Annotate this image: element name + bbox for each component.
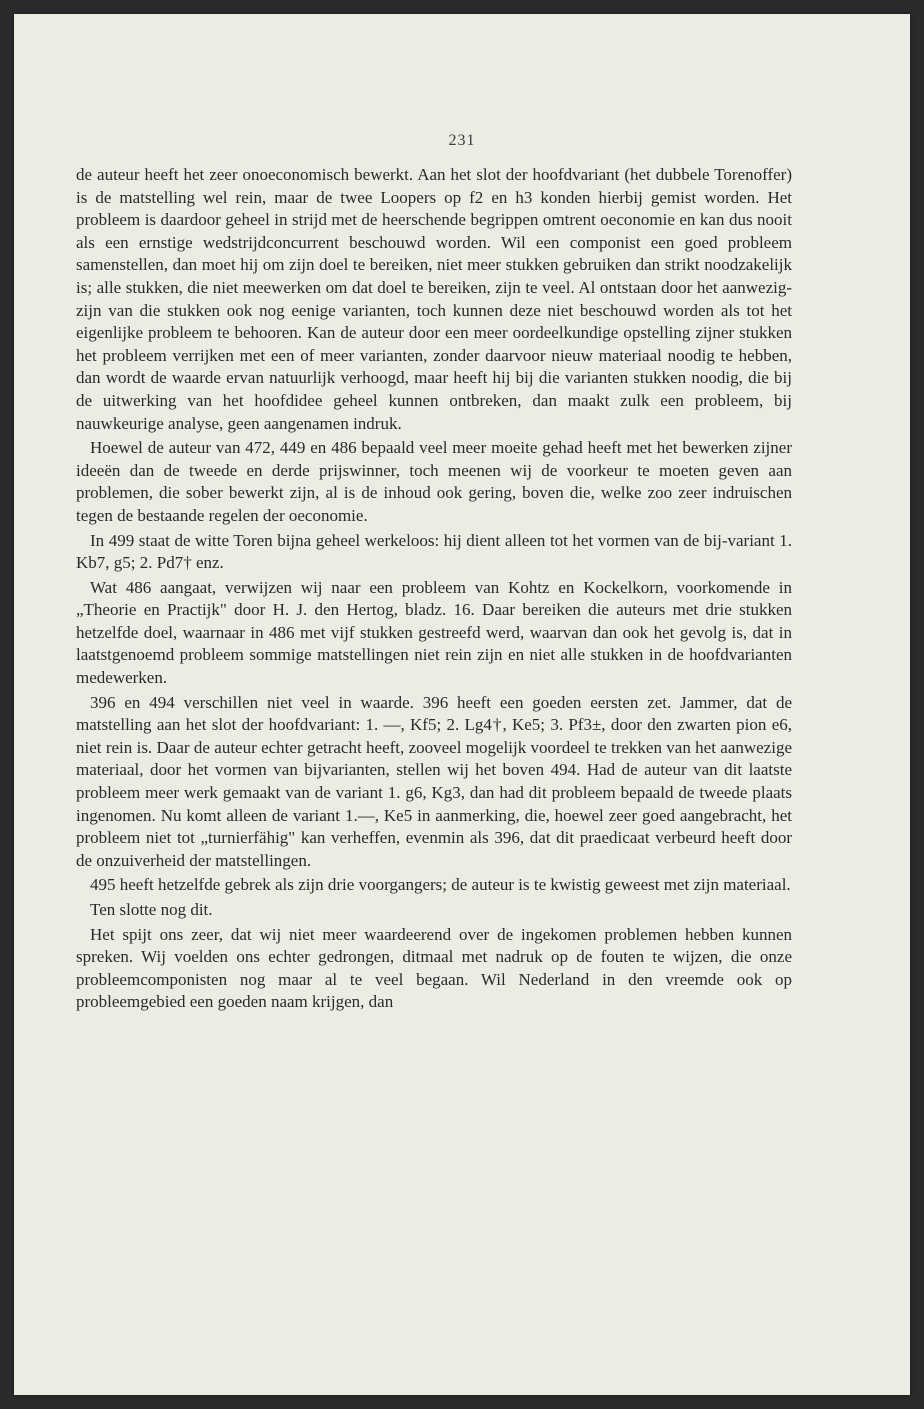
paragraph-7: Ten slotte nog dit. <box>90 900 213 919</box>
paragraph-5: 396 en 494 verschillen niet veel in waarde. 396 heeft een goeden eersten zet. Jammer, dat de matstelling aan het slot der hoofdvariant: 1. —, Kf5; 2. Lg4†, Ke5; 3. Pf3±, door den zwarten pion e6, niet rein is. Daar de auteur echter getracht heeft, zooveel mogelijk voordeel te trekken van het aanwezige materiaal, door het vormen van bijvarianten, stellen wij het boven 494. Had de auteur van dit laatste probleem meer werk gemaakt van de variant 1. g6, Kg3, dan had dit probleem bepaald de tweede plaats ingenomen. Nu komt alleen de variant 1.—, Ke5 in aanmerking, die, hoewel zeer goed aangebracht, het probleem niet tot „turnierfähig" kan verheffen, evenmin als 396, dat dit praedicaat verbeurd heeft door de onzuiverheid der matstellingen. <box>76 692 792 870</box>
body-text <box>76 164 792 1014</box>
paragraph-8: Het spijt ons zeer, dat wij niet meer waardeerend over de ingekomen problemen hebben kunnen spreken. Wij voelden ons echter gedrongen, ditmaal met nadruk op de fouten te wijzen, die onze probleemcomponisten nog maar al te veel begaan. Wil Nederland in den vreemde ook op probleemgebied een goeden naam krijgen, dan <box>76 924 792 1012</box>
paragraph-4: Wat 486 aangaat, verwijzen wij naar een probleem van Kohtz en Kockelkorn, voorkomende in „Theorie en Practijk" door H. J. den Hertog, bladz. 16. Daar bereiken die auteurs met drie stukken hetzelfde doel, waarnaar in 486 met vijf stukken gestreefd werd, waarvan dan ook het gevolg is, dat in laatstgenoemd probleem sommige matstellingen niet rein zijn en niet alle stukken in de hoofdvarianten medewerken. <box>76 577 792 688</box>
paragraph-3: In 499 staat de witte Toren bijna geheel werkeloos: hij dient alleen tot het vormen van de bij-variant 1. Kb7, g5; 2. Pd7† enz. <box>76 530 792 573</box>
page-number: 231 <box>448 132 476 149</box>
paragraph-1: de auteur heeft het zeer onoeconomisch bewerkt. Aan het slot der hoofdvariant (het dubbele Torenoffer) is de matstelling wel rein, maar de twee Loopers op f2 en h3 konden hierbij gemist worden. Het probleem is daardoor geheel in strijd met de heerschende begrippen omtrent oeconomie en kan dus nooit als een ernstige wedstrijdconcurrent beschouwd worden. Wil een componist een goed probleem samenstellen, dan moet hij om zijn doel te bereiken, niet meer stukken gebruiken dan strikt noodzakelijk is; alle stukken, die niet meewerken om dat doel te bereiken, zijn te veel. Al ontstaan door het aanwezig-zijn van die stukken ook nog eenige varianten, toch kunnen deze niet beschouwd worden als tot het eigenlijke probleem te behooren. Kan de auteur door een meer oordeelkundige opstelling zijner stukken het probleem verrijken met een of meer varianten, zonder daarvoor nieuw materiaal noodig te hebben, dan wordt de waarde ervan natuurlijk verhoogd, maar heeft hij bij die varianten stukken noodig, die bij de uitwerking van het hoofdidee geheel kunnen ontbreken, dan maakt zulk een probleem, bij nauwkeurige analyse, geen aangenamen indruk. <box>76 165 792 433</box>
paragraph-6: 495 heeft hetzelfde gebrek als zijn drie voorgangers; de auteur is te kwistig geweest met zijn materiaal. <box>90 875 791 895</box>
paragraph-2: Hoewel de auteur van 472, 449 en 486 bepaald veel meer moeite gehad heeft met het bewerken zijner ideeën dan de tweede en derde prijswinner, toch meenen wij de voorkeur te moeten geven aan problemen, die sober bewerkt zijn, al is de inhoud ook gering, boven die, welke zoo zeer indruischen tegen de bestaande regelen der oeconomie. <box>76 438 792 525</box>
book-page <box>14 14 910 1395</box>
